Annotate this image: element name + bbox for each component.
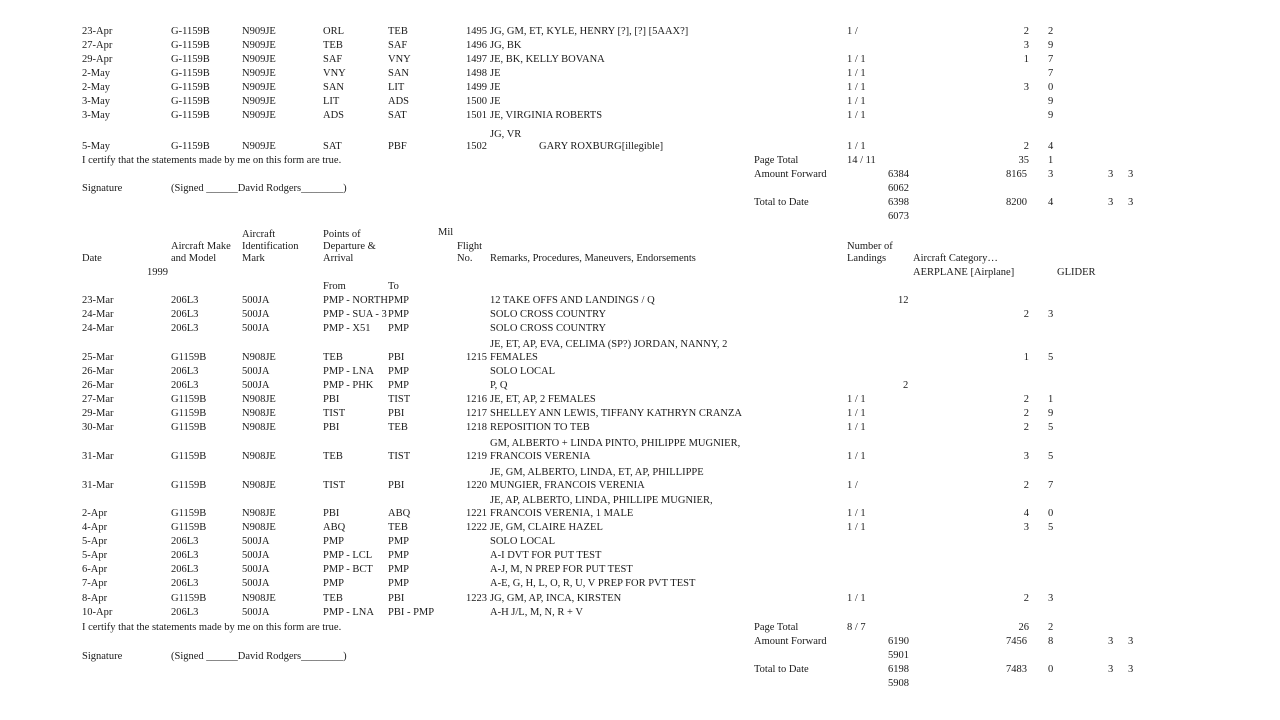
entry-aircraft-model: 206L3: [171, 578, 199, 589]
entry-date: 26-Mar: [82, 380, 114, 391]
entry-to: PBF: [388, 141, 407, 152]
entry-landings: 1 /: [847, 480, 858, 491]
entry-aircraft-ident: N909JE: [242, 54, 276, 65]
entry-to: PMP: [388, 550, 410, 561]
entry-remarks: SHELLEY ANN LEWIS, TIFFANY KATHRYN CRANZA: [490, 408, 742, 419]
entry-remarks: JE, GM, CLAIRE HAZEL: [490, 522, 603, 533]
entry-aircraft-ident: N908JE: [242, 352, 276, 363]
entry-hours-b: 0: [1048, 82, 1054, 93]
entry-to: PBI: [388, 408, 405, 419]
entry-landings: 1 / 1: [847, 422, 866, 433]
entry-from: ADS: [323, 110, 345, 121]
entry-aircraft-model: G1159B: [171, 451, 207, 462]
entry-date: 31-Mar: [82, 480, 114, 491]
entry-to: ADS: [388, 96, 410, 107]
entry-aircraft-model: 206L3: [171, 607, 199, 618]
total-to-date-1: 6198: [888, 664, 909, 675]
amount-forward-3: 8: [1048, 636, 1054, 647]
entry-hours-a: 2: [1023, 309, 1029, 320]
amount-forward-label: Amount Forward: [754, 636, 827, 647]
entry-hours-a: 2: [1023, 408, 1029, 419]
entry-from: PMP - BCT: [323, 564, 373, 575]
entry-from: TIST: [323, 480, 346, 491]
entry-from: PMP - PHK: [323, 380, 374, 391]
amount-forward-5: 3: [1128, 636, 1134, 647]
entry-from: PMP: [323, 536, 345, 547]
entry-to: ABQ: [388, 508, 411, 519]
entry-hours-b: 0: [1048, 508, 1054, 519]
entry-remarks: JE, VIRGINIA ROBERTS: [490, 110, 603, 121]
entry-aircraft-ident: N908JE: [242, 451, 276, 462]
signature-value: (Signed ______David Rodgers________): [171, 651, 347, 662]
entry-to: SAF: [388, 40, 408, 51]
header-year: 1999: [147, 267, 168, 278]
entry-hours-a: 4: [1023, 508, 1029, 519]
entry-flight-no: 1497: [466, 54, 487, 65]
entry-from: ORL: [323, 26, 344, 37]
entry-aircraft-model: G1159B: [171, 394, 207, 405]
entry-flight-no: 1502: [466, 141, 487, 152]
entry-from: PBI: [323, 422, 340, 433]
entry-hours-b: 7: [1048, 480, 1054, 491]
entry-remarks: JG, BK: [490, 40, 522, 51]
page-total-landings: 8 / 7: [847, 622, 866, 633]
entry-date: 23-Apr: [82, 26, 113, 37]
entry-from: PBI: [323, 394, 340, 405]
entry-flight-no: 1495: [466, 26, 487, 37]
entry-aircraft-ident: 500JA: [242, 536, 270, 547]
entry-aircraft-model: 206L3: [171, 536, 199, 547]
entry-from: VNY: [323, 68, 346, 79]
entry-date: 24-Mar: [82, 309, 114, 320]
entry-landings: 1 / 1: [847, 522, 866, 533]
entry-remarks: FEMALES: [490, 352, 538, 363]
entry-to: PMP: [388, 536, 410, 547]
total-to-date-4: 3: [1108, 197, 1114, 208]
entry-aircraft-ident: 500JA: [242, 550, 270, 561]
entry-from: SAF: [323, 54, 343, 65]
entry-landings: 1 / 1: [847, 54, 866, 65]
header-make-2: and Model: [171, 253, 217, 264]
entry-remarks-line1: JE, AP, ALBERTO, LINDA, PHILLIPE MUGNIER,: [490, 495, 713, 506]
entry-aircraft-ident: 500JA: [242, 295, 270, 306]
entry-to: PBI: [388, 352, 405, 363]
entry-hours-a: 2: [1023, 480, 1029, 491]
entry-aircraft-model: G1159B: [171, 522, 207, 533]
entry-hours-a: 3: [1023, 82, 1029, 93]
page-total-b: 1: [1048, 155, 1054, 166]
entry-from: PMP - SUA - 3: [323, 309, 387, 320]
entry-aircraft-ident: 500JA: [242, 366, 270, 377]
entry-landings: 1 / 1: [847, 82, 866, 93]
entry-flight-no: 1498: [466, 68, 487, 79]
entry-to: SAT: [388, 110, 407, 121]
page-total-landings: 14 / 11: [847, 155, 876, 166]
entry-to: PMP: [388, 309, 410, 320]
amount-forward-2: 7456: [1006, 636, 1027, 647]
entry-aircraft-ident: 500JA: [242, 323, 270, 334]
entry-aircraft-ident: N909JE: [242, 26, 276, 37]
header-landings-2: Landings: [847, 253, 887, 264]
entry-aircraft-model: 206L3: [171, 380, 199, 391]
entry-to: PMP: [388, 578, 410, 589]
entry-aircraft-model: G1159B: [171, 422, 207, 433]
entry-flight-no: 1499: [466, 82, 487, 93]
entry-date: 24-Mar: [82, 323, 114, 334]
entry-hours-b: 9: [1048, 408, 1054, 419]
certify-statement: I certify that the statements made by me on this form are true.: [82, 622, 342, 633]
entry-hours-a: 3: [1023, 40, 1029, 51]
entry-to: PMP: [388, 323, 410, 334]
entry-remarks: A-H J/L, M, N, R + V: [490, 607, 583, 618]
entry-to: PBI: [388, 480, 405, 491]
entry-hours-b: 1: [1048, 394, 1054, 405]
header-from: From: [323, 281, 346, 292]
entry-remarks-line1: JE, ET, AP, EVA, CELIMA (SP?) JORDAN, NANNY, 2: [490, 339, 728, 350]
entry-aircraft-model: G1159B: [171, 408, 207, 419]
amount-forward-3: 3: [1048, 169, 1054, 180]
entry-date: 3-May: [82, 110, 110, 121]
entry-date: 7-Apr: [82, 578, 108, 589]
amount-forward-1b: 6062: [888, 183, 909, 194]
entry-aircraft-model: G1159B: [171, 352, 207, 363]
amount-forward-5: 3: [1128, 169, 1134, 180]
entry-remarks-continued: JG, VR: [490, 129, 522, 140]
entry-flight-no: 1496: [466, 40, 487, 51]
entry-from: TIST: [323, 408, 346, 419]
entry-aircraft-model: G-1159B: [171, 26, 210, 37]
entry-hours-b: 2: [1048, 26, 1054, 37]
entry-aircraft-ident: N909JE: [242, 96, 276, 107]
entry-to: VNY: [388, 54, 411, 65]
entry-date: 2-Apr: [82, 508, 108, 519]
entry-remarks: REPOSITION TO TEB: [490, 422, 590, 433]
entry-flight-no: 1222: [466, 522, 487, 533]
entry-flight-no: 1221: [466, 508, 487, 519]
entry-hours-b: 5: [1048, 522, 1054, 533]
total-to-date-2: 8200: [1006, 197, 1027, 208]
entry-hours-a: 2: [1023, 26, 1029, 37]
entry-remarks: MUNGIER, FRANCOIS VERENIA: [490, 480, 645, 491]
entry-aircraft-model: G-1159B: [171, 141, 210, 152]
total-to-date-5: 3: [1128, 664, 1134, 675]
page-total-a: 35: [1018, 155, 1029, 166]
entry-landings: 1 / 1: [847, 451, 866, 462]
entry-remarks: A-E, G, H, L, O, R, U, V PREP FOR PVT TEST: [490, 578, 696, 589]
entry-hours-b: 5: [1048, 451, 1054, 462]
entry-aircraft-model: 206L3: [171, 309, 199, 320]
entry-landings: 1 / 1: [847, 508, 866, 519]
total-to-date-2: 7483: [1006, 664, 1027, 675]
entry-aircraft-model: 206L3: [171, 323, 199, 334]
header-aircraft-ident: Aircraft: [242, 229, 276, 240]
header-aerplane: AERPLANE [Airplane]: [913, 267, 1015, 278]
entry-remarks: JE: [490, 68, 501, 79]
total-to-date-label: Total to Date: [754, 197, 809, 208]
entry-to: TIST: [388, 394, 411, 405]
entry-to: PMP: [388, 380, 410, 391]
entry-aircraft-ident: N908JE: [242, 480, 276, 491]
entry-from: PMP - LNA: [323, 607, 374, 618]
entry-from: TEB: [323, 593, 343, 604]
entry-date: 26-Mar: [82, 366, 114, 377]
total-to-date-1b: 6073: [888, 211, 909, 222]
header-mil: Mil: [438, 227, 454, 238]
signature-label: Signature: [82, 183, 123, 194]
entry-aircraft-model: G-1159B: [171, 96, 210, 107]
entry-aircraft-model: G-1159B: [171, 110, 210, 121]
entry-remarks-line1: JE, GM, ALBERTO, LINDA, ET, AP, PHILLIPPE: [490, 467, 704, 478]
entry-aircraft-ident: N909JE: [242, 141, 276, 152]
entry-landings: 1 / 1: [847, 96, 866, 107]
entry-to: SAN: [388, 68, 410, 79]
entry-date: 27-Apr: [82, 40, 113, 51]
entry-flight-no: 1216: [466, 394, 487, 405]
entry-hours-b: 7: [1048, 68, 1054, 79]
entry-remarks: JE, ET, AP, 2 FEMALES: [490, 394, 596, 405]
header-glider: GLIDER: [1057, 267, 1096, 278]
entry-flight-no: 1218: [466, 422, 487, 433]
entry-date: 31-Mar: [82, 451, 114, 462]
entry-aircraft-ident: N909JE: [242, 68, 276, 79]
entry-aircraft-model: G1159B: [171, 480, 207, 491]
entry-from: PMP - NORTH: [323, 295, 388, 306]
entry-date: 3-May: [82, 96, 110, 107]
entry-hours-b: 9: [1048, 40, 1054, 51]
signature-value: (Signed ______David Rodgers________): [171, 183, 347, 194]
entry-hours-a: 3: [1023, 451, 1029, 462]
header-landings: Number of: [847, 241, 893, 252]
entry-hours-b: 5: [1048, 352, 1054, 363]
entry-flight-no: 1501: [466, 110, 487, 121]
entry-from: SAT: [323, 141, 342, 152]
entry-remarks: FRANCOIS VERENIA, 1 MALE: [490, 508, 634, 519]
entry-aircraft-ident: 500JA: [242, 309, 270, 320]
entry-date: 5-Apr: [82, 536, 108, 547]
entry-hours-b: 4: [1048, 141, 1054, 152]
entry-from: PMP - LCL: [323, 550, 373, 561]
entry-from: LIT: [323, 96, 340, 107]
entry-from: TEB: [323, 352, 343, 363]
entry-date: 5-Apr: [82, 550, 108, 561]
entry-aircraft-ident: N909JE: [242, 40, 276, 51]
entry-aircraft-ident: N908JE: [242, 508, 276, 519]
entry-remarks: A-I DVT FOR PUT TEST: [490, 550, 602, 561]
entry-remarks: JE, BK, KELLY BOVANA: [490, 54, 605, 65]
certify-statement: I certify that the statements made by me on this form are true.: [82, 155, 342, 166]
entry-hours-b: 9: [1048, 96, 1054, 107]
entry-date: 25-Mar: [82, 352, 114, 363]
entry-to: TIST: [388, 451, 411, 462]
entry-remarks: SOLO CROSS COUNTRY: [490, 309, 607, 320]
entry-date: 4-Apr: [82, 522, 108, 533]
entry-aircraft-model: 206L3: [171, 550, 199, 561]
entry-landings: 1 / 1: [847, 394, 866, 405]
entry-remarks: GARY ROXBURG[illegible]: [539, 141, 664, 152]
entry-date: 23-Mar: [82, 295, 114, 306]
amount-forward-label: Amount Forward: [754, 169, 827, 180]
entry-landings: 1 /: [847, 26, 858, 37]
header-flight-2: No.: [457, 253, 473, 264]
entry-to: LIT: [388, 82, 405, 93]
header-to: To: [388, 281, 399, 292]
entry-to: TEB: [388, 522, 408, 533]
entry-aircraft-model: 206L3: [171, 366, 199, 377]
entry-hours-a: 2: [1023, 394, 1029, 405]
header-remarks: Remarks, Procedures, Maneuvers, Endorsements: [490, 253, 696, 264]
entry-from: PMP - X51: [323, 323, 371, 334]
amount-forward-1b: 5901: [888, 650, 909, 661]
entry-hours-b: 3: [1048, 593, 1054, 604]
entry-date: 6-Apr: [82, 564, 108, 575]
entry-landings-count: 12: [898, 295, 909, 306]
entry-from: SAN: [323, 82, 345, 93]
page-total-label: Page Total: [754, 155, 799, 166]
entry-from: PMP - LNA: [323, 366, 374, 377]
entry-date: 29-Mar: [82, 408, 114, 419]
entry-date: 27-Mar: [82, 394, 114, 405]
total-to-date-1b: 5908: [888, 678, 909, 689]
entry-flight-no: 1500: [466, 96, 487, 107]
entry-aircraft-model: G-1159B: [171, 40, 210, 51]
entry-flight-no: 1223: [466, 593, 487, 604]
entry-aircraft-model: G-1159B: [171, 54, 210, 65]
total-to-date-1: 6398: [888, 197, 909, 208]
entry-hours-a: 3: [1023, 522, 1029, 533]
entry-aircraft-ident: 500JA: [242, 380, 270, 391]
entry-aircraft-ident: 500JA: [242, 607, 270, 618]
entry-remarks: A-J, M, N PREP FOR PUT TEST: [490, 564, 633, 575]
entry-landings: 1 / 1: [847, 68, 866, 79]
total-to-date-4: 3: [1108, 664, 1114, 675]
entry-aircraft-ident: N908JE: [242, 408, 276, 419]
entry-aircraft-ident: 500JA: [242, 564, 270, 575]
entry-from: ABQ: [323, 522, 346, 533]
entry-hours-b: 5: [1048, 422, 1054, 433]
entry-hours-b: 9: [1048, 110, 1054, 121]
total-to-date-3: 0: [1048, 664, 1054, 675]
entry-hours-a: 1: [1023, 352, 1029, 363]
entry-aircraft-ident: 500JA: [242, 578, 270, 589]
signature-label: Signature: [82, 651, 123, 662]
entry-flight-no: 1215: [466, 352, 487, 363]
entry-to: TEB: [388, 422, 408, 433]
entry-date: 5-May: [82, 141, 110, 152]
entry-hours-b: 7: [1048, 54, 1054, 65]
entry-aircraft-ident: N908JE: [242, 522, 276, 533]
entry-aircraft-model: G-1159B: [171, 68, 210, 79]
entry-landings: 1 / 1: [847, 408, 866, 419]
entry-date: 30-Mar: [82, 422, 114, 433]
entry-remarks: 12 TAKE OFFS AND LANDINGS / Q: [490, 295, 655, 306]
entry-from: PBI: [323, 508, 340, 519]
amount-forward-1: 6384: [888, 169, 909, 180]
total-to-date-5: 3: [1128, 197, 1134, 208]
entry-to: PMP: [388, 366, 410, 377]
entry-remarks: SOLO LOCAL: [490, 536, 556, 547]
amount-forward-2: 8165: [1006, 169, 1027, 180]
amount-forward-1: 6190: [888, 636, 909, 647]
entry-hours-b: 3: [1048, 309, 1054, 320]
entry-remarks: JE: [490, 96, 501, 107]
entry-remarks: JG, GM, ET, KYLE, HENRY [?], [?] [5AAX?]: [490, 26, 689, 37]
entry-from: TEB: [323, 40, 343, 51]
page-total-label: Page Total: [754, 622, 799, 633]
page-total-a: 26: [1018, 622, 1029, 633]
entry-remarks: JE: [490, 82, 501, 93]
entry-flight-no: 1220: [466, 480, 487, 491]
entry-from: PMP: [323, 578, 345, 589]
total-to-date-label: Total to Date: [754, 664, 809, 675]
entry-hours-a: 2: [1023, 422, 1029, 433]
entry-date: 29-Apr: [82, 54, 113, 65]
entry-flight-no: 1219: [466, 451, 487, 462]
entry-remarks: FRANCOIS VERENIA: [490, 451, 591, 462]
entry-aircraft-model: G-1159B: [171, 82, 210, 93]
entry-landings-count: 2: [903, 380, 909, 391]
entry-aircraft-model: 206L3: [171, 295, 199, 306]
entry-date: 10-Apr: [82, 607, 113, 618]
entry-to: PBI: [388, 593, 405, 604]
entry-aircraft-model: G1159B: [171, 508, 207, 519]
entry-date: 2-May: [82, 82, 110, 93]
header-flight: Flight: [457, 241, 483, 252]
header-points-2: Departure &: [323, 241, 376, 252]
header-ident-2: Identification: [242, 241, 299, 252]
header-points: Points of: [323, 229, 361, 240]
entry-landings: 1 / 1: [847, 110, 866, 121]
entry-flight-no: 1217: [466, 408, 487, 419]
entry-remarks-line1: GM, ALBERTO + LINDA PINTO, PHILIPPE MUGNIER,: [490, 438, 741, 449]
amount-forward-4: 3: [1108, 636, 1114, 647]
entry-to: PMP: [388, 564, 410, 575]
entry-aircraft-model: 206L3: [171, 564, 199, 575]
entry-aircraft-ident: N909JE: [242, 110, 276, 121]
entry-landings: 1 / 1: [847, 141, 866, 152]
header-make: Aircraft Make: [171, 241, 231, 252]
header-points-3: Arrival: [323, 253, 354, 264]
entry-aircraft-ident: N909JE: [242, 82, 276, 93]
entry-remarks: SOLO LOCAL: [490, 366, 556, 377]
entry-aircraft-model: G1159B: [171, 593, 207, 604]
header-date: Date: [82, 253, 102, 264]
entry-to: PMP: [388, 295, 410, 306]
entry-remarks: SOLO CROSS COUNTRY: [490, 323, 607, 334]
page-total-b: 2: [1048, 622, 1054, 633]
header-ident-3: Mark: [242, 253, 265, 264]
entry-hours-a: 2: [1023, 593, 1029, 604]
entry-aircraft-ident: N908JE: [242, 394, 276, 405]
entry-from: TEB: [323, 451, 343, 462]
entry-to: TEB: [388, 26, 408, 37]
entry-date: 2-May: [82, 68, 110, 79]
entry-landings: 1 / 1: [847, 593, 866, 604]
entry-aircraft-ident: N908JE: [242, 422, 276, 433]
entry-remarks: P, Q: [490, 380, 508, 391]
entry-date: 8-Apr: [82, 593, 108, 604]
entry-remarks: JG, GM, AP, INCA, KIRSTEN: [490, 593, 622, 604]
entry-to: PBI - PMP: [388, 607, 435, 618]
entry-aircraft-ident: N908JE: [242, 593, 276, 604]
entry-hours-a: 1: [1023, 54, 1029, 65]
total-to-date-3: 4: [1048, 197, 1054, 208]
header-category: Aircraft Category…: [913, 253, 998, 264]
entry-hours-a: 2: [1023, 141, 1029, 152]
amount-forward-4: 3: [1108, 169, 1114, 180]
